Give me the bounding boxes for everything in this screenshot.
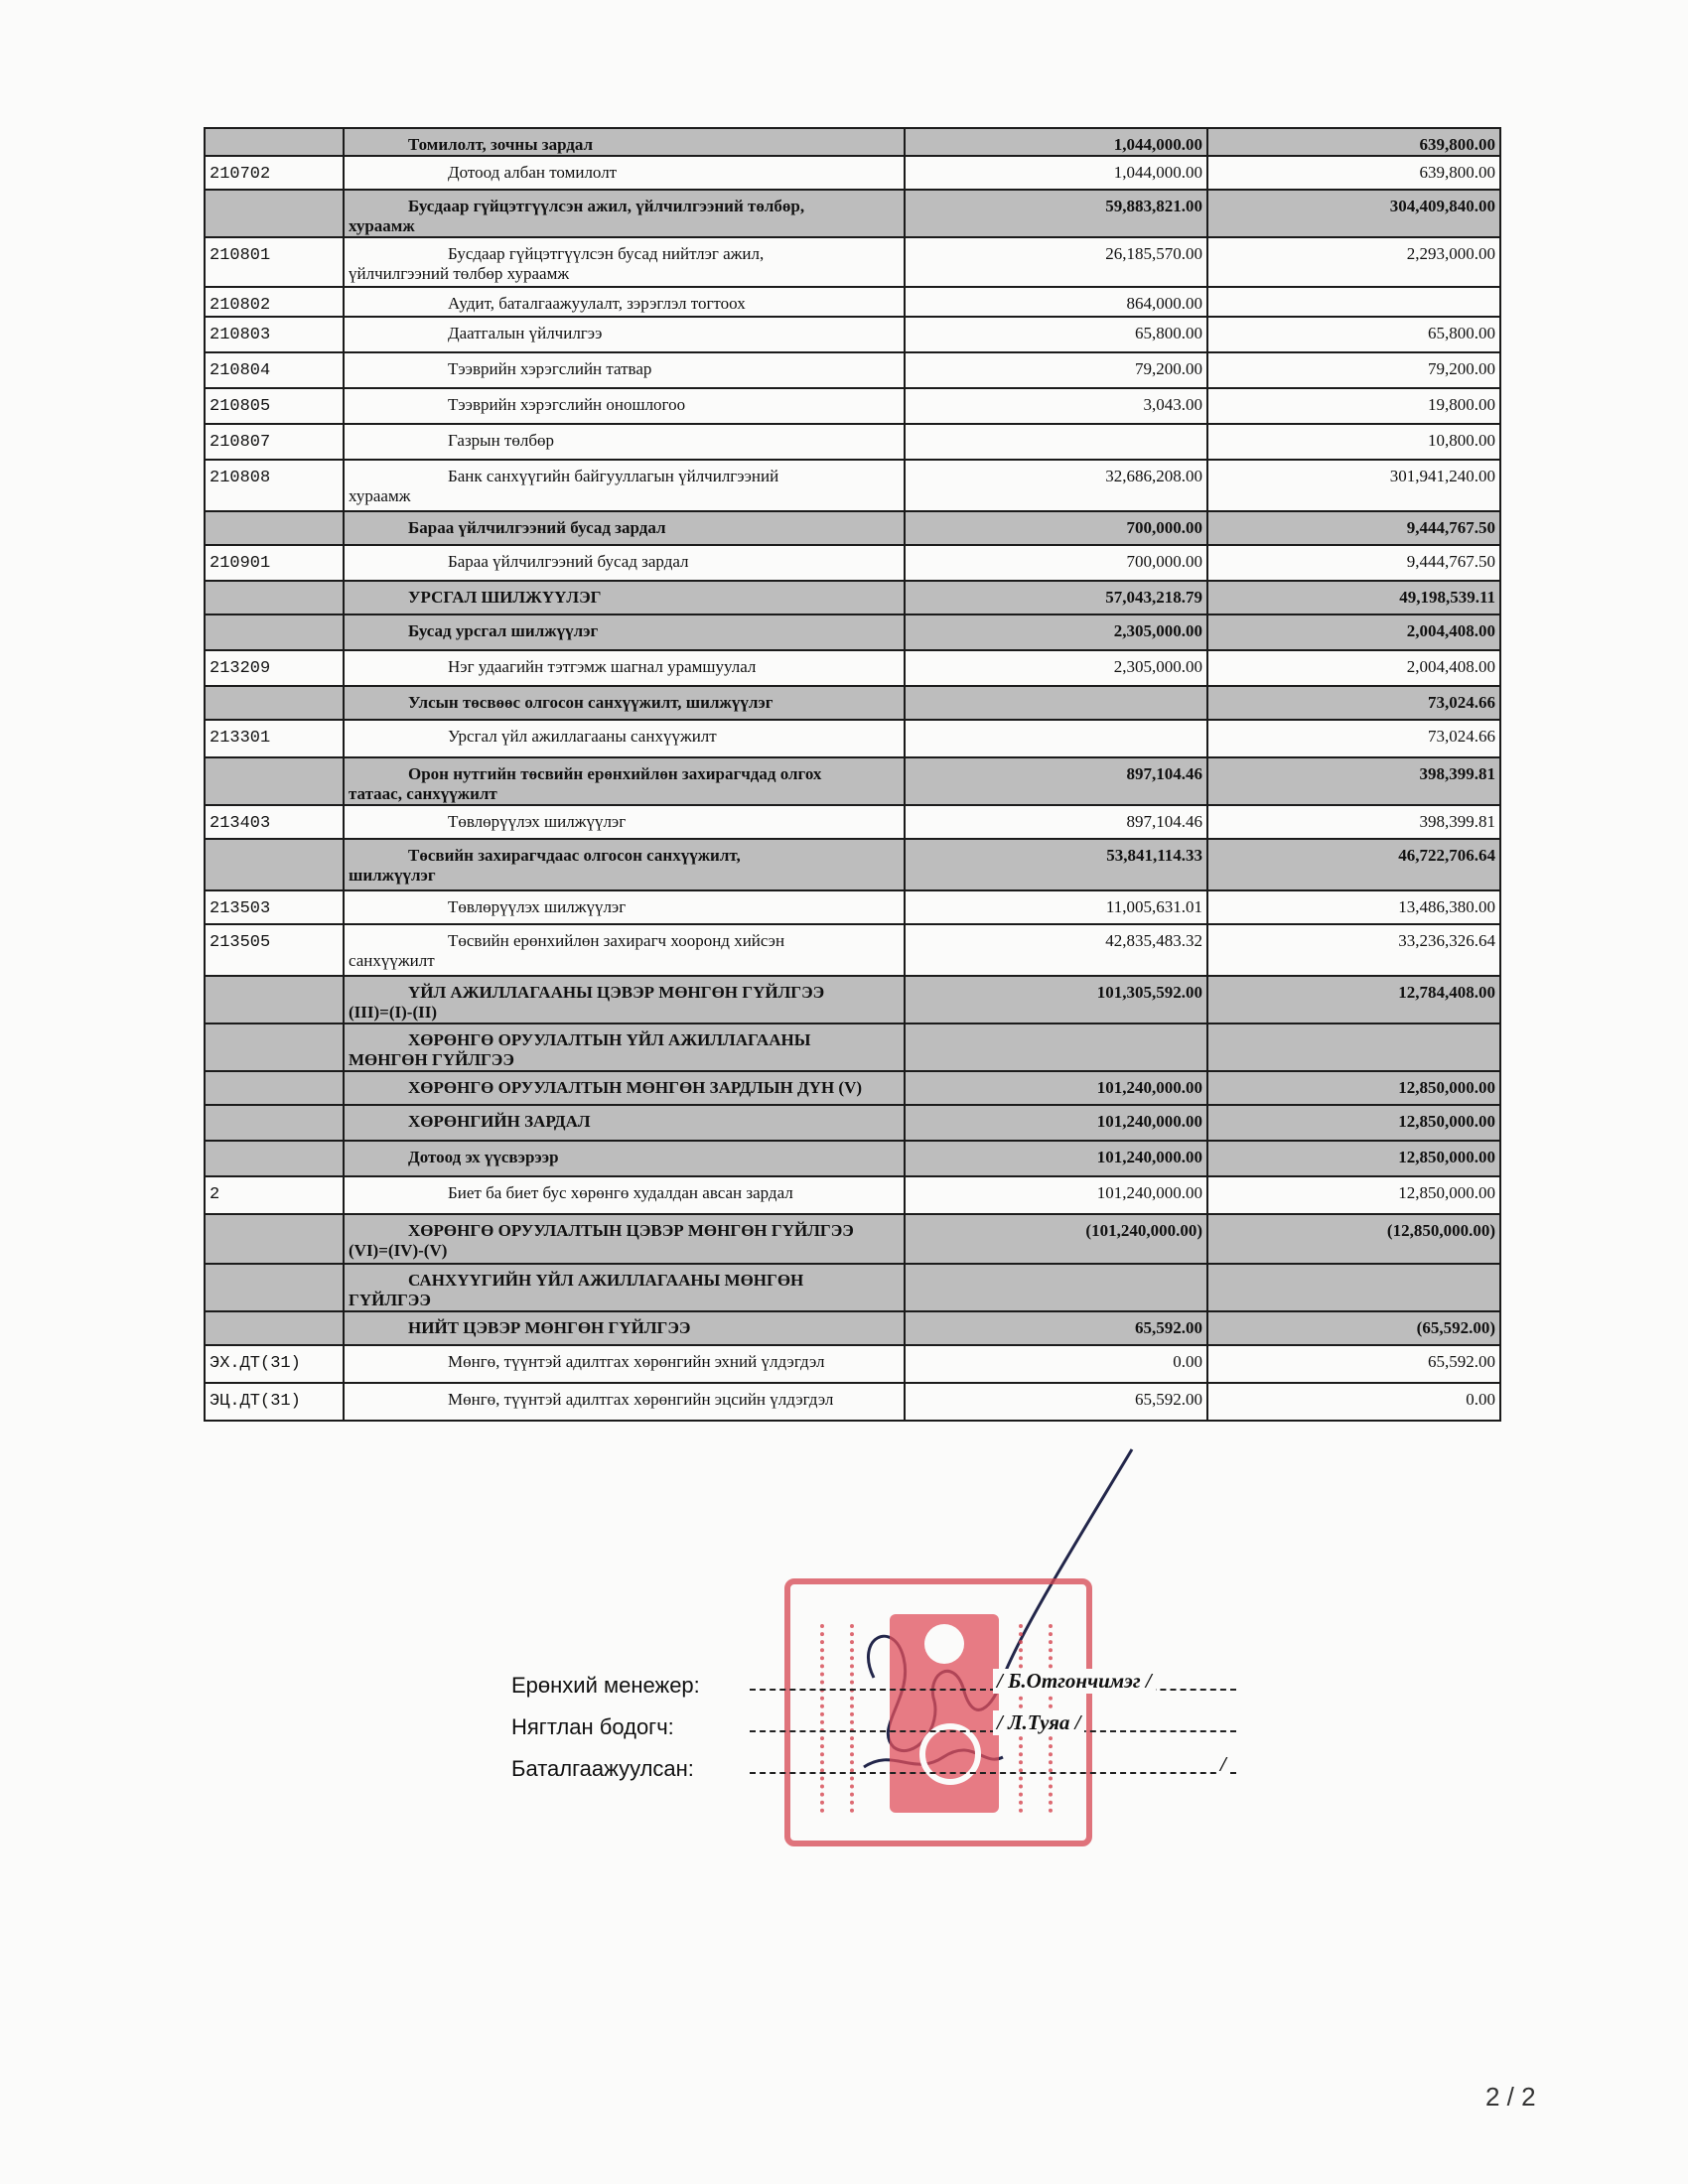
row-code <box>205 1214 344 1264</box>
row-label: Бусдаар гүйцэтгүүлсэн бусад нийтлэг ажил, <box>448 244 765 263</box>
row-value-current <box>905 1264 1207 1311</box>
row-code: 210702 <box>205 156 344 190</box>
row-value-previous: 79,200.00 <box>1207 352 1500 388</box>
table-row <box>205 156 1500 190</box>
row-code <box>205 1311 344 1345</box>
table-row <box>205 686 1500 720</box>
row-label: Банк санхүүгийн байгууллагын үйлчилгээний <box>448 467 779 485</box>
row-label-cell <box>344 805 905 839</box>
table-row <box>205 805 1500 839</box>
table-row <box>205 511 1500 545</box>
page-number: 2 / 2 <box>1485 2082 1536 2112</box>
table-row <box>205 720 1500 757</box>
row-label: Аудит, баталгаажуулалт, зэрэглэл тогтоох <box>448 294 746 313</box>
row-value-previous: 19,800.00 <box>1207 388 1500 424</box>
row-value-previous: 2,004,408.00 <box>1207 650 1500 686</box>
row-value-current: 57,043,218.79 <box>905 581 1207 614</box>
row-label: Нэг удаагийн тэтгэмж шагнал урамшуулал <box>448 657 757 676</box>
table-row <box>205 237 1500 287</box>
row-label: УРСГАЛ ШИЛЖҮҮЛЭГ <box>408 588 602 607</box>
row-value-current: 65,800.00 <box>905 317 1207 352</box>
row-label-cell <box>344 1024 905 1071</box>
row-value-previous: 639,800.00 <box>1207 156 1500 190</box>
row-value-previous: 9,444,767.50 <box>1207 511 1500 545</box>
row-code <box>205 190 344 237</box>
row-label: ХӨРӨНГӨ ОРУУЛАЛТЫН ҮЙЛ АЖИЛЛАГААНЫ <box>408 1030 811 1049</box>
row-value-current: 2,305,000.00 <box>905 650 1207 686</box>
row-label: Төсвийн захирагчдаас олгосон санхүүжилт, <box>408 846 741 865</box>
table-row <box>205 581 1500 614</box>
row-code: 210807 <box>205 424 344 460</box>
table-row <box>205 352 1500 388</box>
row-label-continuation: (VI)=(IV)-(V) <box>349 1241 448 1260</box>
row-code <box>205 839 344 890</box>
row-code <box>205 128 344 156</box>
table-row <box>205 460 1500 511</box>
signature-line <box>750 1772 1236 1774</box>
row-value-previous: 73,024.66 <box>1207 720 1500 757</box>
table-row <box>205 757 1500 805</box>
row-value-current: 65,592.00 <box>905 1311 1207 1345</box>
row-value-previous: 33,236,326.64 <box>1207 924 1500 976</box>
row-label: Даатгалын үйлчилгээ <box>448 324 603 342</box>
signature-name: / Л.Туяа / <box>993 1710 1084 1735</box>
row-code: 210808 <box>205 460 344 511</box>
row-value-previous: 65,800.00 <box>1207 317 1500 352</box>
row-value-current: 59,883,821.00 <box>905 190 1207 237</box>
row-label-cell <box>344 581 905 614</box>
row-value-previous: 12,850,000.00 <box>1207 1141 1500 1176</box>
row-label: Урсгал үйл ажиллагааны санхүүжилт <box>448 727 717 746</box>
row-code: 2 <box>205 1176 344 1214</box>
signature-row-accountant <box>511 1710 1226 1756</box>
row-value-previous: 301,941,240.00 <box>1207 460 1500 511</box>
row-value-current: 101,240,000.00 <box>905 1141 1207 1176</box>
row-value-current: 1,044,000.00 <box>905 156 1207 190</box>
table-row <box>205 1141 1500 1176</box>
row-code <box>205 1105 344 1141</box>
signature-title: Ерөнхий менежер: <box>511 1673 700 1698</box>
row-value-current <box>905 686 1207 720</box>
row-label-cell <box>344 1141 905 1176</box>
row-value-current: 1,044,000.00 <box>905 128 1207 156</box>
row-label-continuation: хураамж <box>349 216 415 235</box>
row-value-current: 26,185,570.00 <box>905 237 1207 287</box>
row-value-previous <box>1207 287 1500 317</box>
row-label-cell <box>344 128 905 156</box>
row-code: 210805 <box>205 388 344 424</box>
row-label: Төвлөрүүлэх шилжүүлэг <box>448 897 627 916</box>
signature-row-manager <box>511 1669 1226 1714</box>
row-label-cell <box>344 890 905 924</box>
row-value-current: 53,841,114.33 <box>905 839 1207 890</box>
signature-title: Баталгаажуулсан: <box>511 1756 694 1781</box>
row-code <box>205 511 344 545</box>
row-label-cell <box>344 1071 905 1105</box>
row-label: Газрын төлбөр <box>448 431 554 450</box>
row-code <box>205 581 344 614</box>
row-label: Дотоод албан томилолт <box>448 163 618 182</box>
row-value-previous: 9,444,767.50 <box>1207 545 1500 581</box>
row-value-previous: 12,850,000.00 <box>1207 1176 1500 1214</box>
row-label-continuation: хураамж <box>349 486 411 505</box>
row-value-current: 700,000.00 <box>905 545 1207 581</box>
row-label-cell <box>344 839 905 890</box>
row-code: 213209 <box>205 650 344 686</box>
table-row <box>205 128 1500 156</box>
row-code: 210801 <box>205 237 344 287</box>
row-value-current <box>905 424 1207 460</box>
table-row <box>205 1311 1500 1345</box>
row-value-current: 897,104.46 <box>905 805 1207 839</box>
row-code: 210802 <box>205 287 344 317</box>
row-label-cell <box>344 720 905 757</box>
row-code: 210901 <box>205 545 344 581</box>
row-label-cell <box>344 614 905 650</box>
table-row <box>205 1024 1500 1071</box>
row-label-cell <box>344 924 905 976</box>
row-label-continuation: (III)=(I)-(II) <box>349 1003 438 1022</box>
row-code <box>205 1264 344 1311</box>
row-code: ЭХ.ДТ(31) <box>205 1345 344 1383</box>
row-label-continuation: МӨНГӨН ГҮЙЛГЭЭ <box>349 1050 514 1069</box>
row-value-current: 864,000.00 <box>905 287 1207 317</box>
row-label-cell <box>344 237 905 287</box>
row-value-previous: 65,592.00 <box>1207 1345 1500 1383</box>
row-value-previous: 13,486,380.00 <box>1207 890 1500 924</box>
row-label-cell <box>344 1105 905 1141</box>
row-value-current: 65,592.00 <box>905 1383 1207 1421</box>
row-label-cell <box>344 976 905 1024</box>
row-label: Төсвийн ерөнхийлөн захирагч хооронд хийсэн <box>448 931 785 950</box>
row-code <box>205 686 344 720</box>
signature-block <box>511 1669 1226 1798</box>
row-value-current: 101,305,592.00 <box>905 976 1207 1024</box>
row-label: ХӨРӨНГӨ ОРУУЛАЛТЫН МӨНГӨН ЗАРДЛЫН ДҮН (V) <box>408 1078 863 1097</box>
row-value-current: 79,200.00 <box>905 352 1207 388</box>
signature-row-verified <box>511 1752 1226 1798</box>
row-label-cell <box>344 287 905 317</box>
row-label-cell <box>344 1383 905 1421</box>
table-row <box>205 976 1500 1024</box>
row-value-previous: 398,399.81 <box>1207 757 1500 805</box>
row-code: ЭЦ.ДТ(31) <box>205 1383 344 1421</box>
row-value-current: 700,000.00 <box>905 511 1207 545</box>
row-label: Бусдаар гүйцэтгүүлсэн ажил, үйлчилгээний төлбөр, <box>408 197 805 215</box>
row-label: Тээврийн хэрэгслийн оношлогоо <box>448 395 686 414</box>
row-label: Бусад урсгал шилжүүлэг <box>408 621 599 640</box>
row-code: 213403 <box>205 805 344 839</box>
row-label: Дотоод эх үүсвэрээр <box>408 1148 559 1166</box>
row-label-cell <box>344 156 905 190</box>
row-label: Орон нутгийн төсвийн ерөнхийлөн захирагчдад олгох <box>408 764 822 783</box>
row-value-previous: 398,399.81 <box>1207 805 1500 839</box>
row-label-cell <box>344 352 905 388</box>
table-row <box>205 1214 1500 1264</box>
row-label-continuation: татаас, санхүүжилт <box>349 784 497 803</box>
row-label-continuation: үйлчилгээний төлбөр хураамж <box>349 264 570 283</box>
row-value-previous: 73,024.66 <box>1207 686 1500 720</box>
row-label-continuation: ГҮЙЛГЭЭ <box>349 1291 431 1309</box>
table-row <box>205 1383 1500 1421</box>
row-value-previous: 639,800.00 <box>1207 128 1500 156</box>
row-value-current: 101,240,000.00 <box>905 1071 1207 1105</box>
table-row <box>205 650 1500 686</box>
row-value-previous: 46,722,706.64 <box>1207 839 1500 890</box>
row-value-current: 2,305,000.00 <box>905 614 1207 650</box>
row-code: 213505 <box>205 924 344 976</box>
row-code: 213301 <box>205 720 344 757</box>
row-label: Биет ба биет бус хөрөнгө худалдан авсан зардал <box>448 1183 793 1202</box>
row-code: 213503 <box>205 890 344 924</box>
row-label-cell <box>344 1214 905 1264</box>
row-value-previous: 2,004,408.00 <box>1207 614 1500 650</box>
row-label-continuation: шилжүүлэг <box>349 866 436 885</box>
table-row <box>205 424 1500 460</box>
row-code <box>205 757 344 805</box>
row-label: ХӨРӨНГӨ ОРУУЛАЛТЫН ЦЭВЭР МӨНГӨН ГҮЙЛГЭЭ <box>408 1221 854 1240</box>
table-row <box>205 1264 1500 1311</box>
table-row <box>205 287 1500 317</box>
row-value-current: 3,043.00 <box>905 388 1207 424</box>
table-row <box>205 924 1500 976</box>
cash-flow-table <box>204 127 1501 1422</box>
row-value-previous: 304,409,840.00 <box>1207 190 1500 237</box>
row-value-current: 101,240,000.00 <box>905 1176 1207 1214</box>
row-code <box>205 1024 344 1071</box>
row-value-previous: 10,800.00 <box>1207 424 1500 460</box>
table-row <box>205 614 1500 650</box>
row-value-current <box>905 1024 1207 1071</box>
row-value-previous: 12,784,408.00 <box>1207 976 1500 1024</box>
row-label: Бараа үйлчилгээний бусад зардал <box>448 552 689 571</box>
row-label-cell <box>344 650 905 686</box>
table-row <box>205 1071 1500 1105</box>
row-label: Мөнгө, түүнтэй адилтгах хөрөнгийн эцсийн үлдэгдэл <box>448 1390 834 1409</box>
row-value-previous: (65,592.00) <box>1207 1311 1500 1345</box>
table-row <box>205 1105 1500 1141</box>
row-value-current: 32,686,208.00 <box>905 460 1207 511</box>
row-label: ХӨРӨНГИЙН ЗАРДАЛ <box>408 1112 591 1131</box>
signature-title: Нягтлан бодогч: <box>511 1714 674 1739</box>
table-row <box>205 317 1500 352</box>
row-value-previous: 12,850,000.00 <box>1207 1071 1500 1105</box>
row-label-cell <box>344 1264 905 1311</box>
row-label-cell <box>344 1176 905 1214</box>
row-value-current: 897,104.46 <box>905 757 1207 805</box>
row-label: Тээврийн хэрэгслийн татвар <box>448 359 652 378</box>
row-label-cell <box>344 757 905 805</box>
row-value-previous <box>1207 1024 1500 1071</box>
row-label-cell <box>344 190 905 237</box>
signature-name: / Б.Отгончимэг / <box>993 1669 1156 1694</box>
row-label: САНХҮҮГИЙН ҮЙЛ АЖИЛЛАГААНЫ МӨНГӨН <box>408 1271 804 1290</box>
row-value-previous: 49,198,539.11 <box>1207 581 1500 614</box>
row-label: НИЙТ ЦЭВЭР МӨНГӨН ГҮЙЛГЭЭ <box>408 1318 691 1337</box>
table-row <box>205 190 1500 237</box>
row-label-continuation: санхүүжилт <box>349 951 435 970</box>
row-label: Мөнгө, түүнтэй адилтгах хөрөнгийн эхний үлдэгдэл <box>448 1352 825 1371</box>
row-label-cell <box>344 511 905 545</box>
row-value-current: 0.00 <box>905 1345 1207 1383</box>
row-value-current <box>905 720 1207 757</box>
table-row <box>205 545 1500 581</box>
row-value-previous: 2,293,000.00 <box>1207 237 1500 287</box>
row-value-current: 101,240,000.00 <box>905 1105 1207 1141</box>
row-label: ҮЙЛ АЖИЛЛАГААНЫ ЦЭВЭР МӨНГӨН ГҮЙЛГЭЭ <box>408 983 825 1002</box>
row-label: Томилолт, зочны зардал <box>408 135 594 154</box>
row-code: 210804 <box>205 352 344 388</box>
table-row <box>205 839 1500 890</box>
row-label: Бараа үйлчилгээний бусад зардал <box>408 518 666 537</box>
table-row <box>205 890 1500 924</box>
row-label-cell <box>344 424 905 460</box>
row-label-cell <box>344 1345 905 1383</box>
row-value-previous <box>1207 1264 1500 1311</box>
row-label-cell <box>344 460 905 511</box>
signature-name: / <box>1216 1752 1230 1777</box>
row-value-previous: 0.00 <box>1207 1383 1500 1421</box>
table-row <box>205 1345 1500 1383</box>
row-code <box>205 1071 344 1105</box>
row-label-cell <box>344 686 905 720</box>
row-value-current: 42,835,483.32 <box>905 924 1207 976</box>
row-code <box>205 1141 344 1176</box>
row-value-current: (101,240,000.00) <box>905 1214 1207 1264</box>
row-code <box>205 976 344 1024</box>
row-code <box>205 614 344 650</box>
row-label-cell <box>344 317 905 352</box>
row-label-cell <box>344 388 905 424</box>
row-code: 210803 <box>205 317 344 352</box>
row-label-cell <box>344 545 905 581</box>
table-row <box>205 1176 1500 1214</box>
table-row <box>205 388 1500 424</box>
row-value-previous: (12,850,000.00) <box>1207 1214 1500 1264</box>
cash-flow-table-body <box>205 128 1500 1421</box>
row-label: Төвлөрүүлэх шилжүүлэг <box>448 812 627 831</box>
row-value-current: 11,005,631.01 <box>905 890 1207 924</box>
row-label-cell <box>344 1311 905 1345</box>
row-label: Улсын төсвөөс олгосон санхүүжилт, шилжүүлэг <box>408 693 774 712</box>
row-value-previous: 12,850,000.00 <box>1207 1105 1500 1141</box>
